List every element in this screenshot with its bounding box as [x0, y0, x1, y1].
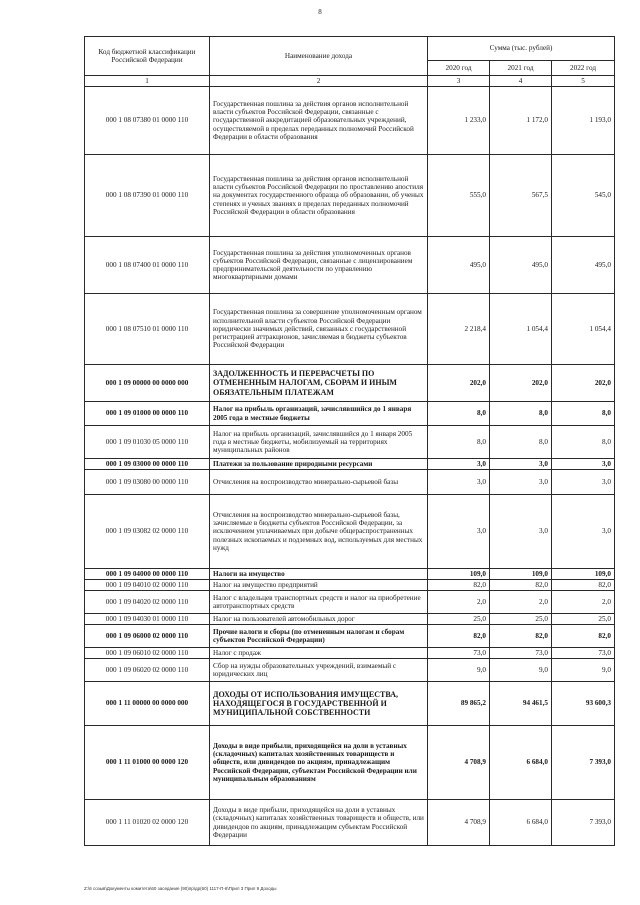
- col-number: 1: [85, 76, 210, 87]
- table-row: [85, 580, 615, 591]
- col-number: 2: [210, 76, 428, 87]
- value-2020: 82,0: [428, 625, 490, 648]
- value-2022: 8,0: [552, 402, 615, 426]
- value-2021: 202,0: [490, 365, 552, 402]
- value-2022: 3,0: [552, 495, 615, 569]
- revenue-name: Государственная пошлина за действия органов исполнительной власти субъектов Российской Федерации по проставлению апостиля на документах государственного образца об образовании, об ученых степенях и ученых званиях в пределах переданных полномочий Российской Федерации в области образования: [210, 155, 428, 237]
- revenue-name: Доходы в виде прибыли, приходящейся на доли в уставных (складочных) капиталах хозяйственных товариществ и обществ, или дивидендов по акциям, принадлежащим субъектам Российской Федерации: [210, 800, 428, 846]
- table-row: [85, 459, 615, 470]
- table-row: [85, 237, 615, 294]
- budget-code: 000 1 11 00000 00 0000 000: [85, 682, 210, 726]
- value-2020: 25,0: [428, 614, 490, 625]
- value-2021: 8,0: [490, 402, 552, 426]
- value-2020: 3,0: [428, 495, 490, 569]
- value-2022: 2,0: [552, 591, 615, 614]
- budget-code: 000 1 09 06020 02 0000 110: [85, 659, 210, 682]
- revenue-table: [84, 36, 615, 846]
- value-2022: 93 600,3: [552, 682, 615, 726]
- revenue-name: Налог с владельцев транспортных средств и налог на приобретение автотранспортных средств: [210, 591, 428, 614]
- value-2022: 9,0: [552, 659, 615, 682]
- budget-code: 000 1 08 07380 01 0000 110: [85, 87, 210, 155]
- revenue-name: Платежи за пользование природными ресурсами: [210, 459, 428, 470]
- revenue-name: Налог на пользователей автомобильных дорог: [210, 614, 428, 625]
- value-2020: 8,0: [428, 426, 490, 459]
- header-code: Код бюджетной классификации Российской Федерации: [85, 37, 210, 76]
- table-row: [85, 726, 615, 800]
- value-2022: 545,0: [552, 155, 615, 237]
- header-name: Наименование дохода: [210, 37, 428, 76]
- revenue-name: ЗАДОЛЖЕННОСТЬ И ПЕРЕРАСЧЕТЫ ПО ОТМЕНЕННЫМ НАЛОГАМ, СБОРАМ И ИНЫМ ОБЯЗАТЕЛЬНЫМ ПЛАТЕЖАМ: [210, 365, 428, 402]
- value-2021: 1 172,0: [490, 87, 552, 155]
- col-number: 5: [552, 76, 615, 87]
- value-2021: 6 684,0: [490, 800, 552, 846]
- value-2022: 3,0: [552, 470, 615, 495]
- budget-code: 000 1 09 01030 05 0000 110: [85, 426, 210, 459]
- table-row: [85, 87, 615, 155]
- budget-code: 000 1 08 07390 01 0000 110: [85, 155, 210, 237]
- revenue-name: Государственная пошлина за действия уполномоченных органов субъектов Российской Федерации, связанные с лицензированием предпринимательской деятельности по управлению многоквартирными домами: [210, 237, 428, 294]
- revenue-name: Налог с продаж: [210, 648, 428, 659]
- value-2022: 495,0: [552, 237, 615, 294]
- value-2020: 2,0: [428, 591, 490, 614]
- budget-code: 000 1 11 01000 00 0000 120: [85, 726, 210, 800]
- header-year-2022: 2022 год: [552, 61, 615, 76]
- budget-code: 000 1 08 07400 01 0000 110: [85, 237, 210, 294]
- budget-code: 000 1 11 01020 02 0000 120: [85, 800, 210, 846]
- table-row: [85, 648, 615, 659]
- value-2020: 202,0: [428, 365, 490, 402]
- value-2021: 1 054,4: [490, 294, 552, 365]
- budget-code: 000 1 09 04000 00 0000 110: [85, 569, 210, 580]
- revenue-name: Прочие налоги и сборы (по отмененным налогам и сборам субъектов Российской Федерации): [210, 625, 428, 648]
- value-2021: 25,0: [490, 614, 552, 625]
- table-row: [85, 402, 615, 426]
- value-2022: 202,0: [552, 365, 615, 402]
- value-2020: 1 233,0: [428, 87, 490, 155]
- value-2021: 82,0: [490, 580, 552, 591]
- value-2021: 8,0: [490, 426, 552, 459]
- value-2020: 109,0: [428, 569, 490, 580]
- value-2022: 82,0: [552, 625, 615, 648]
- table-row: [85, 625, 615, 648]
- table-row: [85, 495, 615, 569]
- revenue-name: Налог на прибыль организаций, зачислявшийся до 1 января 2005 года в местные бюджеты, мобилизуемый на территориях муниципальных районов: [210, 426, 428, 459]
- value-2022: 1 054,4: [552, 294, 615, 365]
- value-2020: 8,0: [428, 402, 490, 426]
- table-row: [85, 155, 615, 237]
- value-2021: 3,0: [490, 495, 552, 569]
- value-2020: 555,0: [428, 155, 490, 237]
- header-year-2020: 2020 год: [428, 61, 490, 76]
- col-number: 4: [490, 76, 552, 87]
- header-sum: Сумма (тыс. рублей): [428, 37, 615, 61]
- revenue-name: Налог на имущество предприятий: [210, 580, 428, 591]
- value-2021: 9,0: [490, 659, 552, 682]
- value-2022: 7 393,0: [552, 726, 615, 800]
- value-2020: 4 708,9: [428, 800, 490, 846]
- value-2022: 82,0: [552, 580, 615, 591]
- value-2021: 6 684,0: [490, 726, 552, 800]
- table-row: [85, 614, 615, 625]
- value-2020: 9,0: [428, 659, 490, 682]
- revenue-name: Отчисления на воспроизводство минерально-сырьевой базы: [210, 470, 428, 495]
- table-row: [85, 800, 615, 846]
- budget-code: 000 1 09 04010 02 0000 110: [85, 580, 210, 591]
- table-row: [85, 470, 615, 495]
- file-path-footer: Z:\6 созыв\Документы комитета\60 заседание (90)пр\др(60) 1117-П-6\Прил 3 Прил 9 Доходы: [84, 886, 277, 891]
- value-2020: 82,0: [428, 580, 490, 591]
- table-row: [85, 426, 615, 459]
- budget-code: 000 1 09 03082 02 0000 110: [85, 495, 210, 569]
- budget-code: 000 1 09 04020 02 0000 110: [85, 591, 210, 614]
- col-number: 3: [428, 76, 490, 87]
- value-2020: 73,0: [428, 648, 490, 659]
- value-2020: 4 708,9: [428, 726, 490, 800]
- value-2022: 73,0: [552, 648, 615, 659]
- value-2022: 7 393,0: [552, 800, 615, 846]
- page-number: 8: [318, 8, 322, 16]
- revenue-name: Сбор на нужды образовательных учреждений, взимаемый с юридических лиц: [210, 659, 428, 682]
- value-2020: 89 865,2: [428, 682, 490, 726]
- table-row: [85, 569, 615, 580]
- revenue-name: Налог на прибыль организаций, зачислявшийся до 1 января 2005 года в местные бюджеты: [210, 402, 428, 426]
- value-2021: 82,0: [490, 625, 552, 648]
- value-2021: 73,0: [490, 648, 552, 659]
- value-2021: 3,0: [490, 459, 552, 470]
- revenue-name: Государственная пошлина за совершение уполномоченным органом исполнительной власти субъектов Российской Федерации юридически значимых действий, связанных с государственной регистрацией аттракционов, зачисляемая в бюджеты субъектов Российской Федерации: [210, 294, 428, 365]
- budget-code: 000 1 09 03080 00 0000 110: [85, 470, 210, 495]
- table-row: [85, 659, 615, 682]
- table-row: [85, 682, 615, 726]
- table-row: [85, 365, 615, 402]
- budget-code: 000 1 09 04030 01 0000 110: [85, 614, 210, 625]
- table-row: [85, 591, 615, 614]
- budget-code: 000 1 09 06010 02 0000 110: [85, 648, 210, 659]
- revenue-name: Налоги на имущество: [210, 569, 428, 580]
- budget-code: 000 1 09 03000 00 0000 110: [85, 459, 210, 470]
- value-2020: 2 218,4: [428, 294, 490, 365]
- value-2020: 3,0: [428, 459, 490, 470]
- value-2022: 25,0: [552, 614, 615, 625]
- value-2022: 3,0: [552, 459, 615, 470]
- value-2020: 495,0: [428, 237, 490, 294]
- revenue-name: ДОХОДЫ ОТ ИСПОЛЬЗОВАНИЯ ИМУЩЕСТВА, НАХОДЯЩЕГОСЯ В ГОСУДАРСТВЕННОЙ И МУНИЦИПАЛЬНОЙ СОБСТВЕННОСТИ: [210, 682, 428, 726]
- budget-code: 000 1 09 01000 00 0000 110: [85, 402, 210, 426]
- value-2022: 8,0: [552, 426, 615, 459]
- value-2022: 109,0: [552, 569, 615, 580]
- revenue-name: Отчисления на воспроизводство минерально-сырьевой базы, зачисляемые в бюджеты субъектов Российской Федерации, за исключением уплачиваемых при добыче общераспространенных полезных ископаемых и подземных вод, используемых для местных нужд: [210, 495, 428, 569]
- value-2021: 94 461,5: [490, 682, 552, 726]
- revenue-name: Доходы в виде прибыли, приходящейся на доли в уставных (складочных) капиталах хозяйственных товариществ и обществ, или дивидендов по акциям, принадлежащим Российской Федерации, субъектам Российской Федерации или муниципальным образованиям: [210, 726, 428, 800]
- value-2021: 495,0: [490, 237, 552, 294]
- budget-code: 000 1 09 06000 02 0000 110: [85, 625, 210, 648]
- value-2021: 109,0: [490, 569, 552, 580]
- value-2020: 3,0: [428, 470, 490, 495]
- value-2021: 567,5: [490, 155, 552, 237]
- value-2021: 3,0: [490, 470, 552, 495]
- budget-code: 000 1 09 00000 00 0000 000: [85, 365, 210, 402]
- budget-code: 000 1 08 07510 01 0000 110: [85, 294, 210, 365]
- value-2022: 1 193,0: [552, 87, 615, 155]
- value-2021: 2,0: [490, 591, 552, 614]
- header-year-2021: 2021 год: [490, 61, 552, 76]
- table-row: [85, 294, 615, 365]
- revenue-name: Государственная пошлина за действия органов исполнительной власти субъектов Российской Федерации, связанные с государственной аккредитацией образовательных учреждений, осуществляемой в пределах переданных полномочий Российской Федерации в области образования: [210, 87, 428, 155]
